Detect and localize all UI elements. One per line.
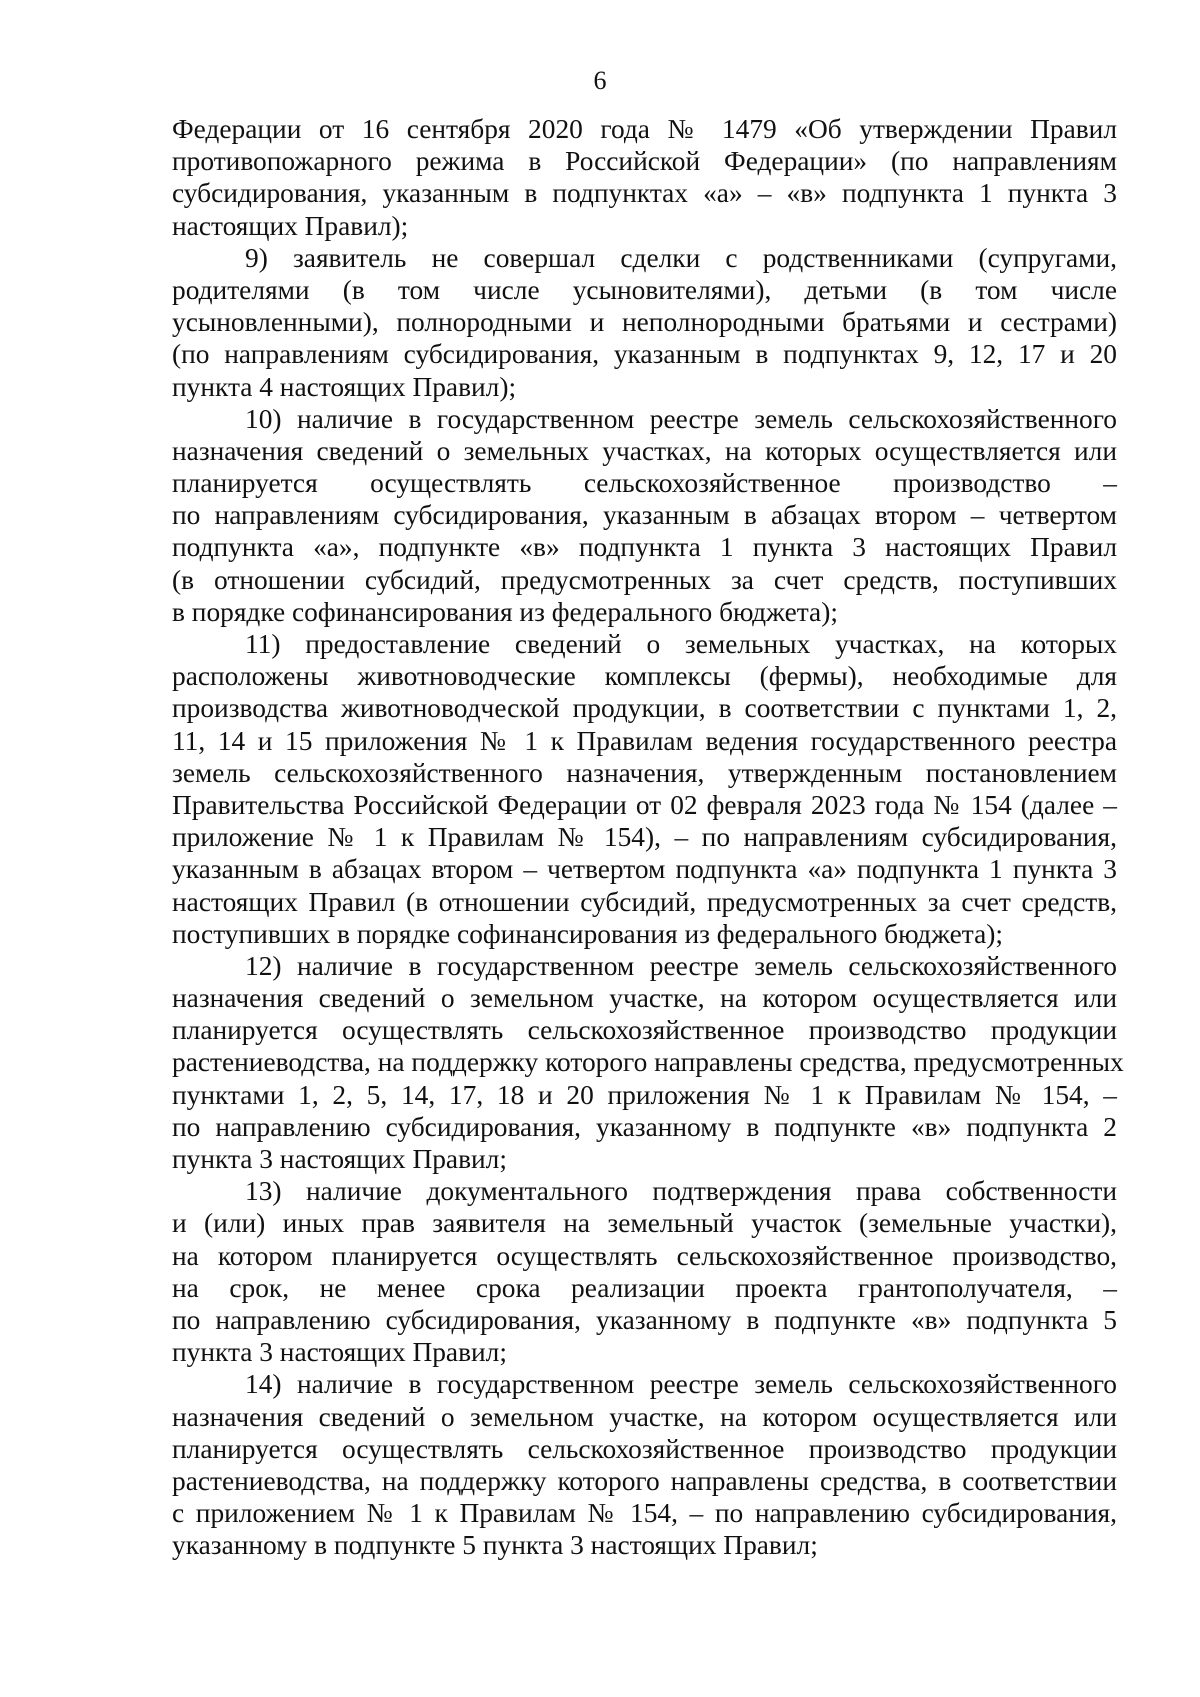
paragraph-line: усыновленными), полнородными и неполнородными братьями и сестрами) [172,307,1117,338]
paragraph-line: назначения сведений о земельных участках, на которых осуществляется или [172,435,1117,466]
paragraph-line: приложение № 1 к Правилам № 154), – по направлениям субсидирования, [172,822,1117,853]
paragraph-line: (по направлениям субсидирования, указанным в подпунктах 9, 12, 17 и 20 [172,339,1117,370]
paragraph-line: планируется осуществлять сельскохозяйственное производство продукции [172,1015,1117,1046]
paragraph-line: родителями (в том числе усыновителями), детьми (в том числе [172,274,1117,305]
paragraph-line: на котором планируется осуществлять сельскохозяйственное производство, [172,1240,1117,1271]
paragraph-line: (в отношении субсидий, предусмотренных за счет средств, поступивших [172,564,1117,595]
paragraph-continuation [172,113,1117,242]
paragraph-line: назначения сведений о земельном участке, на котором осуществляется или [172,983,1117,1014]
paragraph-line: планируется осуществлять сельскохозяйственное производство продукции [172,1433,1117,1464]
paragraph-line: производства животноводческой продукции, в соответствии с пунктами 1, 2, [172,693,1117,724]
paragraph-line: подпункта «а», подпункте «в» подпункта 1 пункта 3 настоящих Правил [172,532,1117,563]
paragraph-line: указанному в подпункте 5 пункта 3 настоящих Правил; [172,1530,818,1561]
page-number: 6 [593,66,607,95]
paragraph-line: настоящих Правил); [172,210,409,241]
paragraph-line: по направлению субсидирования, указанному в подпункте «в» подпункта 2 [172,1111,1117,1142]
paragraph-line: по направлениям субсидирования, указанным в абзацах втором – четвертом [172,500,1117,531]
paragraph-line: 14) наличие в государственном реестре земель сельскохозяйственного [245,1369,1117,1400]
paragraph-line: поступивших в порядке софинансирования из федерального бюджета); [172,918,1003,949]
paragraph-line: противопожарного режима в Российской Федерации» (по направлениям [172,146,1117,177]
paragraph-line: 9) заявитель не совершал сделки с родственниками (супругами, [245,242,1117,273]
paragraph-line: пунктами 1, 2, 5, 14, 17, 18 и 20 приложения № 1 к Правилам № 154, – [172,1079,1117,1110]
document-body [172,113,1124,1561]
paragraph-item-13 [172,1175,1117,1368]
paragraph-line: на срок, не менее срока реализации проекта грантополучателя, – [172,1272,1117,1303]
paragraph-line: пункта 3 настоящих Правил; [172,1144,507,1174]
paragraph-line: в порядке софинансирования из федерального бюджета); [172,596,838,627]
paragraph-line: назначения сведений о земельном участке, на котором осуществляется или [172,1401,1117,1432]
paragraph-line: указанным в абзацах втором – четвертом подпункта «а» подпункта 1 пункта 3 [172,854,1117,885]
paragraph-line: планируется осуществлять сельскохозяйственное производство – [172,468,1117,499]
paragraph-line: Правительства Российской Федерации от 02 февраля 2023 года № 154 (далее – [172,789,1117,820]
paragraph-line: по направлению субсидирования, указанному в подпункте «в» подпункта 5 [172,1304,1117,1335]
paragraph-item-11 [172,628,1117,950]
paragraph-item-12 [172,950,1124,1175]
paragraph-line: с приложением № 1 к Правилам № 154, – по направлению субсидирования, [172,1498,1117,1529]
paragraph-item-10 [172,403,1117,628]
paragraph-item-14 [172,1368,1117,1561]
paragraph-line: земель сельскохозяйственного назначения, утвержденным постановлением [172,757,1117,788]
paragraph-line: Федерации от 16 сентября 2020 года № 1479 «Об утверждении Правил [172,114,1117,144]
paragraph-line: 10) наличие в государственном реестре земель сельскохозяйственного [245,403,1117,434]
paragraph-line: пункта 4 настоящих Правил); [172,371,517,402]
paragraph-line: и (или) иных прав заявителя на земельный участок (земельные участки), [172,1208,1117,1239]
paragraph-line: 13) наличие документального подтверждения права собственности [245,1176,1117,1207]
paragraph-line: 12) наличие в государственном реестре земель сельскохозяйственного [245,950,1117,981]
paragraph-line: растениеводства, на поддержку которого направлены средства, в соответствии [172,1465,1117,1496]
paragraph-line: 11) предоставление сведений о земельных участках, на которых [245,629,1117,659]
paragraph-line: расположены животноводческие комплексы (фермы), необходимые для [172,661,1117,692]
paragraph-line: настоящих Правил (в отношении субсидий, предусмотренных за счет средств, [172,886,1117,917]
paragraph-line: субсидирования, указанным в подпунктах «а» – «в» подпункта 1 пункта 3 [172,178,1117,209]
paragraph-line: растениеводства, на поддержку которого направлены средства, предусмотренных [172,1047,1124,1078]
paragraph-line: пункта 3 настоящих Правил; [172,1337,507,1368]
paragraph-line: 11, 14 и 15 приложения № 1 к Правилам ведения государственного реестра [172,725,1117,756]
paragraph-item-9 [172,242,1117,403]
